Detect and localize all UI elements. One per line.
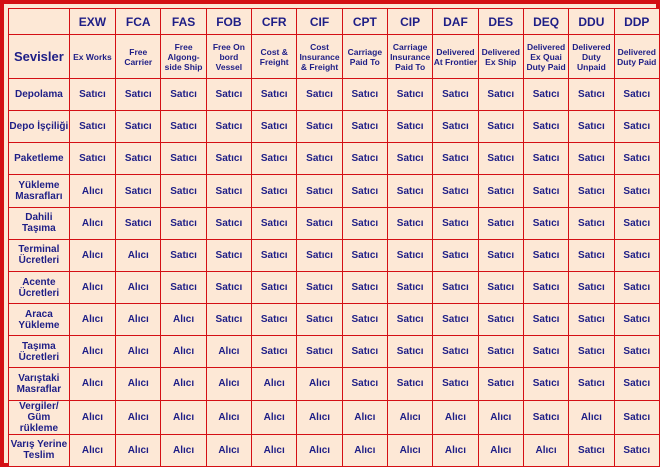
table-cell: Satıcı xyxy=(206,271,251,303)
column-name-fob: Free On bord Vessel xyxy=(206,35,251,79)
table-cell: Satıcı xyxy=(569,271,614,303)
table-cell: Satıcı xyxy=(342,79,387,111)
table-cell: Satıcı xyxy=(252,111,297,143)
table-cell: Alıcı xyxy=(69,271,115,303)
table-cell: Satıcı xyxy=(569,79,614,111)
table-cell: Satıcı xyxy=(161,175,206,207)
table-cell: Satıcı xyxy=(116,175,161,207)
table-cell: Satıcı xyxy=(387,143,432,175)
header-names-row xyxy=(9,35,660,79)
table-cell: Satıcı xyxy=(614,207,659,239)
column-code-fob: FOB xyxy=(206,9,251,35)
table-cell: Satıcı xyxy=(387,368,432,400)
table-cell: Satıcı xyxy=(342,304,387,336)
table-cell: Alıcı xyxy=(297,400,342,434)
table-cell: Alıcı xyxy=(206,434,251,466)
table-cell: Satıcı xyxy=(523,400,568,434)
table-cell: Satıcı xyxy=(614,368,659,400)
column-code-fca: FCA xyxy=(116,9,161,35)
table-cell: Satıcı xyxy=(614,111,659,143)
table-cell: Satıcı xyxy=(523,239,568,271)
table-cell: Alıcı xyxy=(252,434,297,466)
table-cell: Satıcı xyxy=(387,336,432,368)
table-cell: Satıcı xyxy=(342,336,387,368)
table-cell: Satıcı xyxy=(206,111,251,143)
row-label: Terminal Ücretleri xyxy=(9,239,70,271)
table-cell: Satıcı xyxy=(478,271,523,303)
table-cell: Satıcı xyxy=(433,79,478,111)
column-code-deq: DEQ xyxy=(523,9,568,35)
table-cell: Satıcı xyxy=(433,336,478,368)
table-cell: Satıcı xyxy=(116,79,161,111)
table-cell: Satıcı xyxy=(478,143,523,175)
table-cell: Satıcı xyxy=(614,175,659,207)
table-cell: Satıcı xyxy=(569,207,614,239)
column-name-fas: Free Algong-side Ship xyxy=(161,35,206,79)
table-row xyxy=(9,434,660,466)
table-row xyxy=(9,400,660,434)
table-cell: Satıcı xyxy=(523,207,568,239)
table-cell: Satıcı xyxy=(433,111,478,143)
table-cell: Satıcı xyxy=(161,207,206,239)
table-cell: Satıcı xyxy=(478,79,523,111)
row-label: Vergiler/ Güm rükleme xyxy=(9,400,70,434)
table-cell: Satıcı xyxy=(433,207,478,239)
column-code-exw: EXW xyxy=(69,9,115,35)
table-cell: Satıcı xyxy=(569,143,614,175)
table-cell: Satıcı xyxy=(523,143,568,175)
table-cell: Satıcı xyxy=(387,271,432,303)
header-codes-row xyxy=(9,9,660,35)
table-cell: Alıcı xyxy=(569,400,614,434)
incoterms-table xyxy=(8,8,660,467)
table-cell: Alıcı xyxy=(478,434,523,466)
table-cell: Satıcı xyxy=(569,368,614,400)
table-cell: Alıcı xyxy=(161,304,206,336)
table-cell: Satıcı xyxy=(433,175,478,207)
table-cell: Satıcı xyxy=(342,368,387,400)
table-cell: Satıcı xyxy=(252,79,297,111)
table-cell: Satıcı xyxy=(342,271,387,303)
table-cell: Alıcı xyxy=(161,400,206,434)
table-cell: Satıcı xyxy=(252,304,297,336)
table-cell: Satıcı xyxy=(252,143,297,175)
column-name-cip: Carriage Insurance Paid To xyxy=(387,35,432,79)
table-cell: Satıcı xyxy=(387,79,432,111)
table-cell: Satıcı xyxy=(69,79,115,111)
row-label: Depo İşçiliği xyxy=(9,111,70,143)
column-code-fas: FAS xyxy=(161,9,206,35)
table-cell: Alıcı xyxy=(161,336,206,368)
table-body xyxy=(9,79,660,467)
table-cell: Alıcı xyxy=(69,400,115,434)
table-cell: Satıcı xyxy=(297,336,342,368)
table-cell: Satıcı xyxy=(116,207,161,239)
table-cell: Alıcı xyxy=(206,368,251,400)
table-cell: Satıcı xyxy=(297,304,342,336)
table-cell: Satıcı xyxy=(252,175,297,207)
table-row xyxy=(9,207,660,239)
table-cell: Alıcı xyxy=(116,434,161,466)
column-name-daf: Delivered At Frontier xyxy=(433,35,478,79)
table-cell: Alıcı xyxy=(387,434,432,466)
table-cell: Satıcı xyxy=(342,143,387,175)
table-cell: Satıcı xyxy=(433,239,478,271)
table-cell: Alıcı xyxy=(69,304,115,336)
table-cell: Satıcı xyxy=(614,271,659,303)
table-cell: Satıcı xyxy=(206,143,251,175)
column-code-daf: DAF xyxy=(433,9,478,35)
table-cell: Satıcı xyxy=(252,207,297,239)
table-cell: Satıcı xyxy=(116,143,161,175)
table-cell: Satıcı xyxy=(569,434,614,466)
table-cell: Alıcı xyxy=(297,434,342,466)
table-cell: Alıcı xyxy=(116,368,161,400)
table-cell: Alıcı xyxy=(297,368,342,400)
table-row xyxy=(9,143,660,175)
table-cell: Satıcı xyxy=(478,304,523,336)
table-cell: Satıcı xyxy=(614,434,659,466)
table-row xyxy=(9,111,660,143)
table-cell: Satıcı xyxy=(433,304,478,336)
table-cell: Alıcı xyxy=(161,368,206,400)
table-cell: Alıcı xyxy=(69,239,115,271)
table-row xyxy=(9,271,660,303)
table-cell: Satıcı xyxy=(569,304,614,336)
table-cell: Satıcı xyxy=(69,111,115,143)
table-cell: Satıcı xyxy=(433,271,478,303)
table-cell: Satıcı xyxy=(523,368,568,400)
row-label: Dahili Taşıma xyxy=(9,207,70,239)
row-label: Araca Yükleme xyxy=(9,304,70,336)
table-cell: Satıcı xyxy=(478,175,523,207)
table-cell: Satıcı xyxy=(569,336,614,368)
table-cell: Alıcı xyxy=(69,368,115,400)
table-cell: Satıcı xyxy=(569,111,614,143)
column-code-des: DES xyxy=(478,9,523,35)
table-cell: Alıcı xyxy=(387,400,432,434)
column-name-deq: Delivered Ex Quai Duty Paid xyxy=(523,35,568,79)
column-name-cpt: Carriage Paid To xyxy=(342,35,387,79)
table-cell: Satıcı xyxy=(206,304,251,336)
row-label: Yükleme Masrafları xyxy=(9,175,70,207)
table-cell: Alıcı xyxy=(116,336,161,368)
table-cell: Alıcı xyxy=(116,304,161,336)
table-cell: Alıcı xyxy=(433,400,478,434)
table-cell: Satıcı xyxy=(478,368,523,400)
column-name-cif: Cost Insurance & Freight xyxy=(297,35,342,79)
table-cell: Satıcı xyxy=(523,336,568,368)
table-cell: Satıcı xyxy=(523,111,568,143)
table-cell: Satıcı xyxy=(206,207,251,239)
row-label: Varıştaki Masraflar xyxy=(9,368,70,400)
table-cell: Satıcı xyxy=(433,143,478,175)
row-label: Acente Ücretleri xyxy=(9,271,70,303)
column-code-cpt: CPT xyxy=(342,9,387,35)
table-cell: Satıcı xyxy=(614,304,659,336)
table-cell: Satıcı xyxy=(297,111,342,143)
table-cell: Alıcı xyxy=(206,336,251,368)
row-header-title: Sevisler xyxy=(9,35,70,79)
column-code-cip: CIP xyxy=(387,9,432,35)
table-cell: Satıcı xyxy=(614,79,659,111)
table-cell: Satıcı xyxy=(523,175,568,207)
row-label: Paketleme xyxy=(9,143,70,175)
table-cell: Alıcı xyxy=(433,434,478,466)
table-row xyxy=(9,175,660,207)
table-cell: Alıcı xyxy=(69,434,115,466)
column-name-ddu: Delivered Duty Unpaid xyxy=(569,35,614,79)
column-code-ddp: DDP xyxy=(614,9,659,35)
column-name-ddp: Delivered Duty Paid xyxy=(614,35,659,79)
table-cell: Alıcı xyxy=(116,239,161,271)
table-cell: Alıcı xyxy=(69,336,115,368)
column-code-cif: CIF xyxy=(297,9,342,35)
table-cell: Satıcı xyxy=(523,271,568,303)
table-cell: Satıcı xyxy=(569,175,614,207)
table-cell: Satıcı xyxy=(342,207,387,239)
table-cell: Alıcı xyxy=(252,368,297,400)
table-cell: Satıcı xyxy=(297,207,342,239)
table-cell: Satıcı xyxy=(342,111,387,143)
table-cell: Satıcı xyxy=(297,175,342,207)
row-label: Depolama xyxy=(9,79,70,111)
table-cell: Satıcı xyxy=(161,111,206,143)
table-cell: Satıcı xyxy=(297,239,342,271)
table-cell: Satıcı xyxy=(478,239,523,271)
table-cell: Alıcı xyxy=(69,175,115,207)
table-cell: Alıcı xyxy=(161,434,206,466)
table-cell: Satıcı xyxy=(387,207,432,239)
table-cell: Satıcı xyxy=(387,175,432,207)
table-cell: Alıcı xyxy=(69,207,115,239)
table-cell: Alıcı xyxy=(523,434,568,466)
row-label: Taşıma Ücretleri xyxy=(9,336,70,368)
table-cell: Satıcı xyxy=(523,79,568,111)
table-cell: Alıcı xyxy=(342,434,387,466)
table-cell: Satıcı xyxy=(614,336,659,368)
table-cell: Satıcı xyxy=(614,239,659,271)
table-cell: Alıcı xyxy=(478,400,523,434)
table-cell: Satıcı xyxy=(252,271,297,303)
column-name-fca: Free Carrier xyxy=(116,35,161,79)
row-label: Varış Yerine Teslim xyxy=(9,434,70,466)
table-row xyxy=(9,239,660,271)
table-cell: Satıcı xyxy=(161,143,206,175)
table-cell: Satıcı xyxy=(387,239,432,271)
column-name-exw: Ex Works xyxy=(69,35,115,79)
table-cell: Satıcı xyxy=(297,143,342,175)
table-cell: Satıcı xyxy=(342,175,387,207)
table-row xyxy=(9,304,660,336)
column-name-cfr: Cost & Freight xyxy=(252,35,297,79)
table-cell: Satıcı xyxy=(252,239,297,271)
corner-cell xyxy=(9,9,70,35)
table-cell: Alıcı xyxy=(342,400,387,434)
table-cell: Satıcı xyxy=(206,239,251,271)
table-row xyxy=(9,336,660,368)
table-cell: Satıcı xyxy=(69,143,115,175)
table-row xyxy=(9,368,660,400)
column-code-ddu: DDU xyxy=(569,9,614,35)
table-cell: Alıcı xyxy=(206,400,251,434)
table-cell: Satıcı xyxy=(206,175,251,207)
table-cell: Satıcı xyxy=(433,368,478,400)
table-cell: Satıcı xyxy=(297,79,342,111)
table-cell: Satıcı xyxy=(206,79,251,111)
table-cell: Satıcı xyxy=(387,304,432,336)
table-cell: Alıcı xyxy=(116,271,161,303)
table-cell: Satıcı xyxy=(523,304,568,336)
table-cell: Satıcı xyxy=(614,143,659,175)
table-cell: Satıcı xyxy=(342,239,387,271)
table-cell: Satıcı xyxy=(478,111,523,143)
table-cell: Satıcı xyxy=(387,111,432,143)
table-cell: Satıcı xyxy=(478,207,523,239)
table-cell: Satıcı xyxy=(161,239,206,271)
table-cell: Satıcı xyxy=(116,111,161,143)
table-cell: Satıcı xyxy=(161,79,206,111)
table-row xyxy=(9,79,660,111)
table-cell: Satıcı xyxy=(252,336,297,368)
column-code-cfr: CFR xyxy=(252,9,297,35)
table-cell: Alıcı xyxy=(252,400,297,434)
table-cell: Satıcı xyxy=(161,271,206,303)
table-cell: Satıcı xyxy=(297,271,342,303)
table-cell: Satıcı xyxy=(569,239,614,271)
column-name-des: Delivered Ex Ship xyxy=(478,35,523,79)
table-cell: Alıcı xyxy=(116,400,161,434)
table-cell: Satıcı xyxy=(478,336,523,368)
table-cell: Satıcı xyxy=(614,400,659,434)
